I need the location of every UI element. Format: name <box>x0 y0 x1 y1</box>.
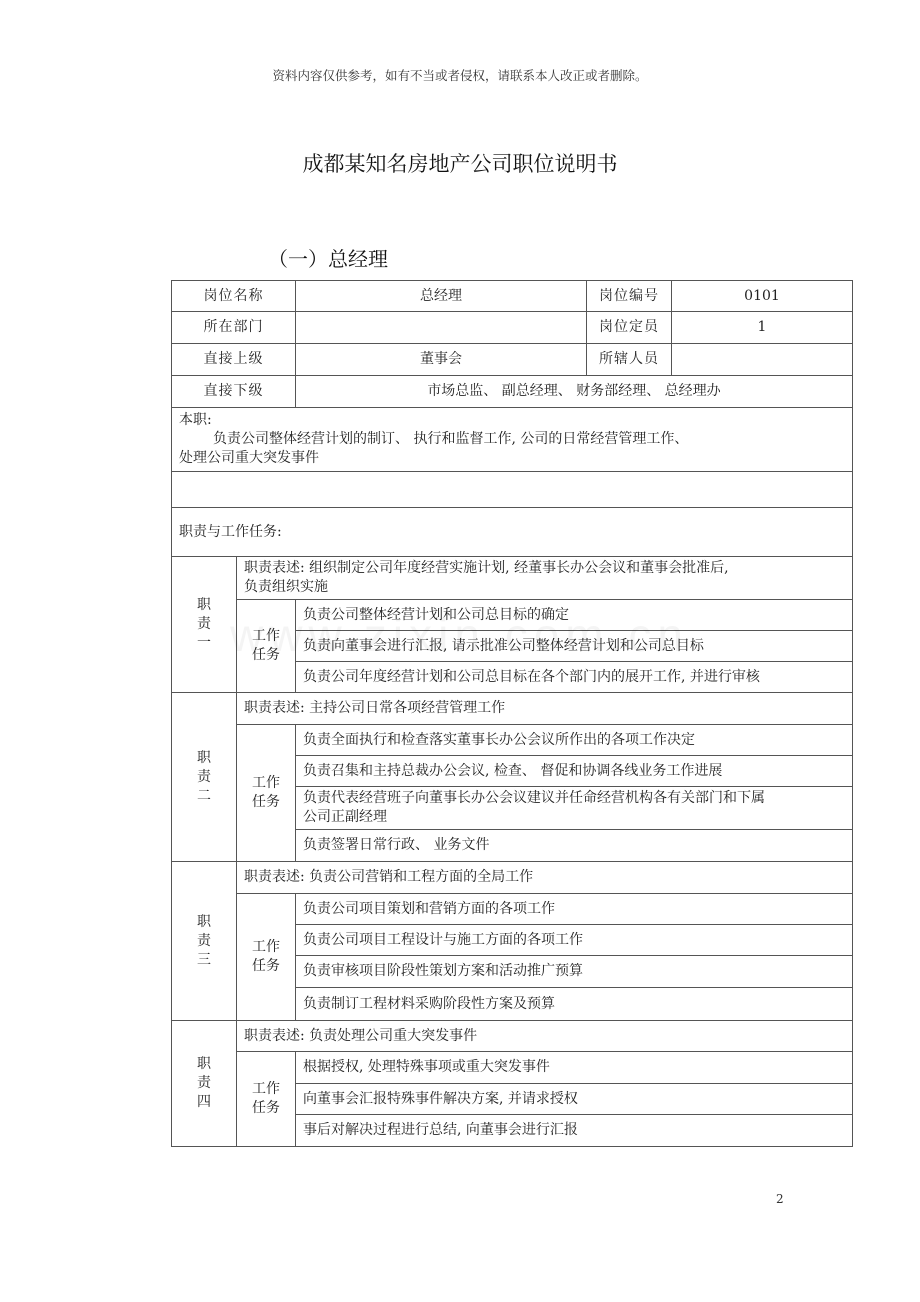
duty-2-task-3 <box>296 787 853 830</box>
duty-1-statement-line-2: 负责组织实施 <box>244 579 328 595</box>
duty-4-statement-row <box>172 1021 853 1052</box>
task-label-line-1: 工作 <box>252 1081 280 1097</box>
duty-2-task-2: 负责召集和主持总裁办公会议, 检查、 督促和协调各线业务工作进展 <box>296 756 853 787</box>
duty-3-label <box>172 862 237 1021</box>
duty-4-statement: 职责表述: 负责处理公司重大突发事件 <box>237 1021 853 1052</box>
duty-4-task-label <box>237 1052 296 1147</box>
task-label-line-1: 工作 <box>252 939 280 955</box>
position-code-label: 岗位编号 <box>587 281 672 312</box>
duty-4-task-2: 向董事会汇报特殊事件解决方案, 并请求授权 <box>296 1084 853 1115</box>
duty-4-label-char: 责 <box>197 1075 211 1091</box>
position-name-label: 岗位名称 <box>172 281 296 312</box>
duty-2-task-row <box>172 725 853 756</box>
duty-2-label-char: 职 <box>197 749 211 766</box>
job-description-table <box>171 280 853 1147</box>
info-row-position <box>172 281 853 312</box>
benzhi-row <box>172 408 853 472</box>
duty-2-task-3-line-1: 负责代表经营班子向董事长办公会议建议并任命经营机构各有关部门和下属 <box>303 790 765 806</box>
duty-1-statement <box>237 557 853 600</box>
duty-4-task-row <box>172 1052 853 1084</box>
headcount-label: 岗位定员 <box>587 312 672 344</box>
duty-3-task-2: 负责公司项目工程设计与施工方面的各项工作 <box>296 925 853 956</box>
blank-row <box>172 472 853 508</box>
disclaimer-text: 资料内容仅供参考，如有不当或者侵权，请联系本人改正或者删除。 <box>272 68 648 83</box>
duty-1-label-char: 责 <box>197 616 211 632</box>
position-name-value: 总经理 <box>296 281 587 312</box>
task-label-line-2: 任务 <box>252 958 280 974</box>
watermark-text <box>230 608 689 662</box>
blank-cell <box>172 472 853 508</box>
duties-heading-row <box>172 508 853 557</box>
duty-3-statement-row <box>172 862 853 894</box>
duty-3-task-row <box>172 894 853 925</box>
duty-2-label-char: 责 <box>197 768 211 785</box>
task-label-line-2: 任务 <box>252 647 280 663</box>
page-number: 2 <box>776 1192 784 1206</box>
managed-value <box>672 344 853 376</box>
superior-value: 董事会 <box>296 344 587 376</box>
duty-3-label-char: 职 <box>197 913 211 930</box>
duty-4-label <box>172 1021 237 1147</box>
superior-label: 直接上级 <box>172 344 296 376</box>
duty-3-task-label <box>237 894 296 1021</box>
subordinates-label: 直接下级 <box>172 376 296 408</box>
department-value <box>296 312 587 344</box>
duty-2-task-label <box>237 725 296 862</box>
duty-2-label-char: 二 <box>197 787 211 804</box>
duty-3-statement: 职责表述: 负责公司营销和工程方面的全局工作 <box>237 862 853 894</box>
task-label-line-2: 任务 <box>252 794 280 810</box>
task-label-line-2: 任务 <box>252 1100 280 1116</box>
duty-2-task-1: 负责全面执行和检查落实董事长办公会议所作出的各项工作决定 <box>296 725 853 756</box>
duty-3-label-char: 三 <box>197 951 211 968</box>
duty-3-task-1: 负责公司项目策划和营销方面的各项工作 <box>296 894 853 925</box>
duty-1-task-2: 负责向董事会进行汇报, 请示批准公司整体经营计划和公司总目标 <box>296 631 853 662</box>
benzhi-cell <box>172 408 853 472</box>
duty-3-task-4: 负责制订工程材料采购阶段性方案及预算 <box>296 988 853 1021</box>
duty-4-label-char: 职 <box>197 1056 211 1072</box>
document-title: 成都某知名房地产公司职位说明书 <box>302 152 618 176</box>
duty-1-task-3: 负责公司年度经营计划和公司总目标在各个部门内的展开工作, 并进行审核 <box>296 662 853 693</box>
duty-1-statement-line-1: 职责表述: 组织制定公司年度经营实施计划, 经董事长办公会议和董事会批准后, <box>244 560 729 576</box>
info-row-department <box>172 312 853 344</box>
headcount-value: 1 <box>672 312 853 344</box>
duty-4-task-1: 根据授权, 处理特殊事项或重大突发事件 <box>296 1052 853 1084</box>
section-title: （一）总经理 <box>268 247 388 271</box>
duty-1-label <box>172 557 237 693</box>
info-row-subordinates <box>172 376 853 408</box>
duty-2-statement: 职责表述: 主持公司日常各项经营管理工作 <box>237 693 853 725</box>
duties-heading: 职责与工作任务: <box>172 508 853 557</box>
duty-2-task-4: 负责签署日常行政、 业务文件 <box>296 830 853 862</box>
task-label-line-1: 工作 <box>252 775 280 791</box>
duty-1-task-1: 负责公司整体经营计划和公司总目标的确定 <box>296 600 853 631</box>
benzhi-label: 本职: <box>179 412 212 428</box>
managed-label: 所辖人员 <box>587 344 672 376</box>
position-code-value: 0101 <box>672 281 853 312</box>
department-label: 所在部门 <box>172 312 296 344</box>
duty-2-label <box>172 693 237 862</box>
benzhi-line-2: 处理公司重大突发事件 <box>179 450 319 466</box>
task-label-line-1: 工作 <box>252 628 280 644</box>
duty-4-label-char: 四 <box>197 1094 211 1110</box>
subordinates-value: 市场总监、 副总经理、 财务部经理、 总经理办 <box>296 376 853 408</box>
duty-4-task-3: 事后对解决过程进行总结, 向董事会进行汇报 <box>296 1115 853 1147</box>
duty-1-statement-row <box>172 557 853 600</box>
duty-1-label-char: 一 <box>197 635 211 651</box>
duty-3-label-char: 责 <box>197 932 211 949</box>
info-row-superior <box>172 344 853 376</box>
benzhi-line-1: 负责公司整体经营计划的制订、 执行和监督工作, 公司的日常经营管理工作、 <box>213 431 689 447</box>
duty-2-statement-row <box>172 693 853 725</box>
duty-2-task-3-line-2: 公司正副经理 <box>303 809 387 825</box>
duty-1-label-char: 职 <box>197 597 211 613</box>
duty-3-task-3: 负责审核项目阶段性策划方案和活动推广预算 <box>296 956 853 988</box>
